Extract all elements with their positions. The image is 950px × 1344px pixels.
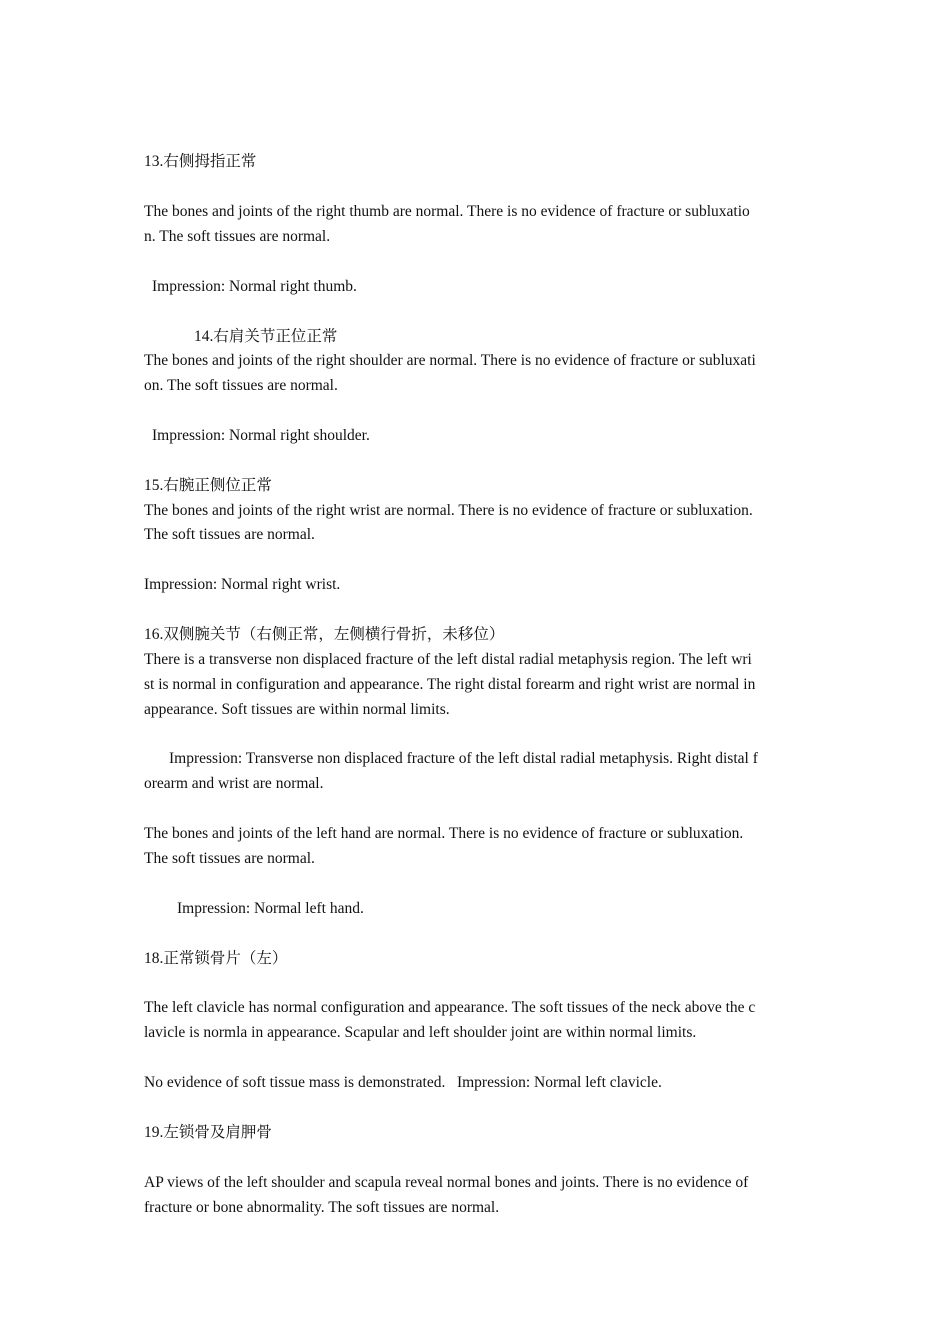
impression-line: Impression: Normal right wrist.	[144, 576, 341, 593]
paragraph-line: orearm and wrist are normal.	[144, 775, 324, 792]
impression-line: Impression: Normal left hand.	[177, 900, 364, 917]
paragraph-line: AP views of the left shoulder and scapula reveal normal bones and joints. There is no evidence of	[144, 1174, 749, 1191]
section-heading-13: 13.右侧拇指正常	[144, 153, 257, 170]
paragraph-line: The bones and joints of the right shoulder are normal. There is no evidence of fracture or subluxati	[144, 352, 756, 369]
impression-line: Impression: Normal right shoulder.	[152, 427, 370, 444]
paragraph-line: The bones and joints of the right thumb are normal. There is no evidence of fracture or subluxatio	[144, 203, 750, 220]
paragraph-line: appearance. Soft tissues are within normal limits.	[144, 701, 450, 718]
paragraph-line: The bones and joints of the left hand are normal. There is no evidence of fracture or subluxation.	[144, 825, 744, 842]
paragraph-line: The soft tissues are normal.	[144, 850, 315, 867]
section-heading-19: 19.左锁骨及肩胛骨	[144, 1124, 272, 1141]
paragraph-line: st is normal in configuration and appearance. The right distal forearm and right wrist are normal in	[144, 676, 756, 693]
impression-line: Impression: Transverse non displaced fracture of the left distal radial metaphysis. Right distal f	[169, 750, 758, 767]
paragraph-line: fracture or bone abnormality. The soft tissues are normal.	[144, 1199, 500, 1216]
paragraph-line: n. The soft tissues are normal.	[144, 228, 331, 245]
section-heading-14: 14.右肩关节正位正常	[194, 328, 338, 345]
paragraph-line: lavicle is normla in appearance. Scapular and left shoulder joint are within normal limits.	[144, 1024, 697, 1041]
paragraph-line: The left clavicle has normal configuration and appearance. The soft tissues of the neck above the c	[144, 999, 756, 1016]
section-heading-18: 18.正常锁骨片（左）	[144, 950, 288, 967]
paragraph-line: The bones and joints of the right wrist are normal. There is no evidence of fracture or subluxation.	[144, 502, 753, 519]
section-heading-15: 15.右腕正侧位正常	[144, 477, 272, 494]
paragraph-line: No evidence of soft tissue mass is demonstrated. Impression: Normal left clavicle.	[144, 1074, 662, 1091]
impression-line: Impression: Normal right thumb.	[152, 278, 357, 295]
paragraph-line: The soft tissues are normal.	[144, 526, 315, 543]
paragraph-line: on. The soft tissues are normal.	[144, 377, 338, 394]
paragraph-line: There is a transverse non displaced fracture of the left distal radial metaphysis region. The left wri	[144, 651, 752, 668]
section-heading-16: 16.双侧腕关节（右侧正常，左侧横行骨折，未移位）	[144, 626, 505, 643]
